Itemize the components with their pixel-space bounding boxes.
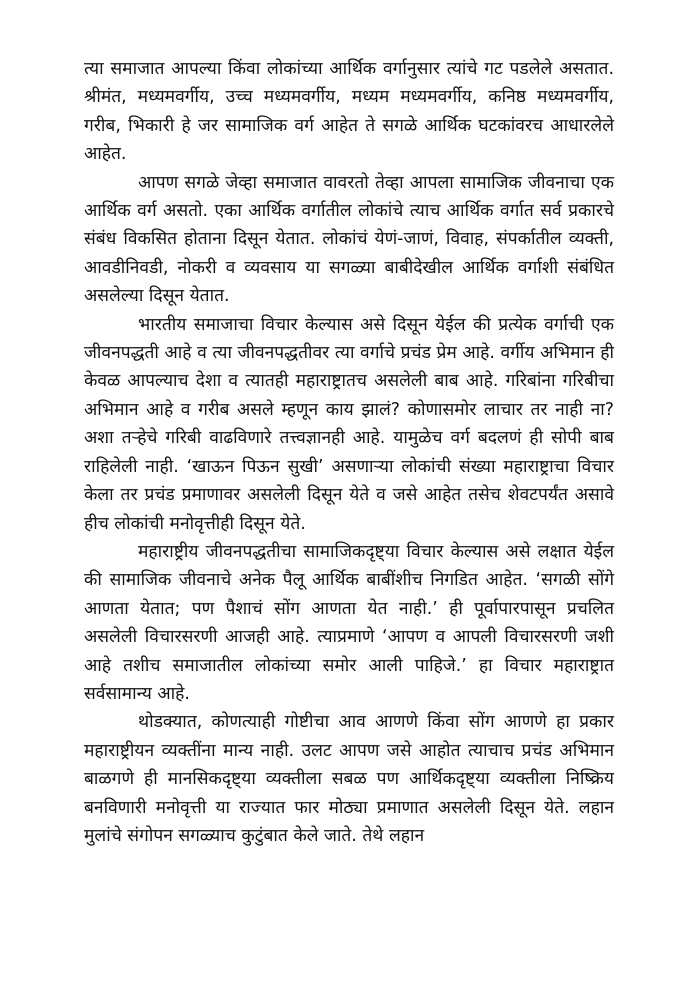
paragraph-1-continuation: त्या समाजात आपल्या किंवा लोकांच्या आर्थिक वर्गानुसार त्यांचे गट पडलेले असतात. श्रीमंत, मध्यमवर्गीय, उच्च मध्यमवर्गीय, मध्यम मध्यमवर्गीय, कनिष्ठ मध्यमवर्गीय, गरीब, भिकारी हे जर सामाजिक वर्ग आहेत ते सगळे आर्थिक घटकांवरच आधारलेले आहेत. (84, 59, 614, 165)
paragraph-4: महाराष्ट्रीय जीवनपद्धतीचा सामाजिकदृष्ट्या विचार केल्यास असे लक्षात येईल की सामाजिक जीवनाचे अनेक पैलू आर्थिक बाबींशीच निगडित आहेत. ‘सगळी सोंगे आणता येतात; पण पैशाचं सोंग आणता येत नाही.’ ही पूर्वापारपासून प्रचलित असलेली विचारसरणी आजही आहे. त्याप्रमाणे ‘आपण व आपली विचारसरणी जशी आहे तशीच समाजातील लोकांच्या समोर आली पाहिजे.’ हा विचार महाराष्ट्रात सर्वसामान्य आहे. (84, 541, 614, 704)
paragraph-5: थोडक्यात, कोणत्याही गोष्टीचा आव आणणे किंवा सोंग आणणे हा प्रकार महाराष्ट्रीयन व्यक्तींना मान्य नाही. उलट आपण जसे आहोत त्याचाच प्रचंड अभिमान बाळगणे ही मानसिकदृष्ट्या व्यक्तीला सबळ पण आर्थिकदृष्ट्या व्यक्तीला निष्क्रिय बनविणारी मनोवृत्ती या राज्यात फार मोठ्या प्रमाणात असलेली दिसून येते. लहान मुलांचे संगोपन सगळ्याच कुटुंबात केले जाते. तेथे लहान (84, 712, 614, 846)
paragraph-3: भारतीय समाजाचा विचार केल्यास असे दिसून येईल की प्रत्येक वर्गाची एक जीवनपद्धती आहे व त्या जीवनपद्धतीवर त्या वर्गाचे प्रचंड प्रेम आहे. वर्गीय अभिमान ही केवळ आपल्याच देशा व त्यातही महाराष्ट्रातच असलेली बाब आहे. गरिबांना गरिबीचा अभिमान आहे व गरीब असले म्हणून काय झालं? कोणासमोर लाचार तर नाही ना? अशा तऱ्हेचे गरिबी वाढविणारे तत्त्वज्ञानही आहे. यामुळेच वर्ग बदलणं ही सोपी बाब राहिलेली नाही. ‘खाऊन पिऊन सुखी’ असणाऱ्या लोकांची संख्या महाराष्ट्राचा विचार केला तर प्रचंड प्रमाणावर असलेली दिसून येते व जसे आहेत तसेच शेवटपर्यंत असावे हीच लोकांची मनोवृत्तीही दिसून येते. (84, 314, 614, 534)
document-page (84, 55, 614, 850)
paragraph-2: आपण सगळे जेव्हा समाजात वावरतो तेव्हा आपला सामाजिक जीवनाचा एक आर्थिक वर्ग असतो. एका आर्थिक वर्गातील लोकांचे त्याच आर्थिक वर्गात सर्व प्रकारचे संबंध विकसित होताना दिसून येतात. लोकांचं येणं-जाणं, विवाह, संपर्कातील व्यक्ती, आवडीनिवडी, नोकरी व व्यवसाय या सगळ्या बाबीदेखील आर्थिक वर्गाशी संबंधित असलेल्या दिसून येतात. (84, 172, 614, 307)
